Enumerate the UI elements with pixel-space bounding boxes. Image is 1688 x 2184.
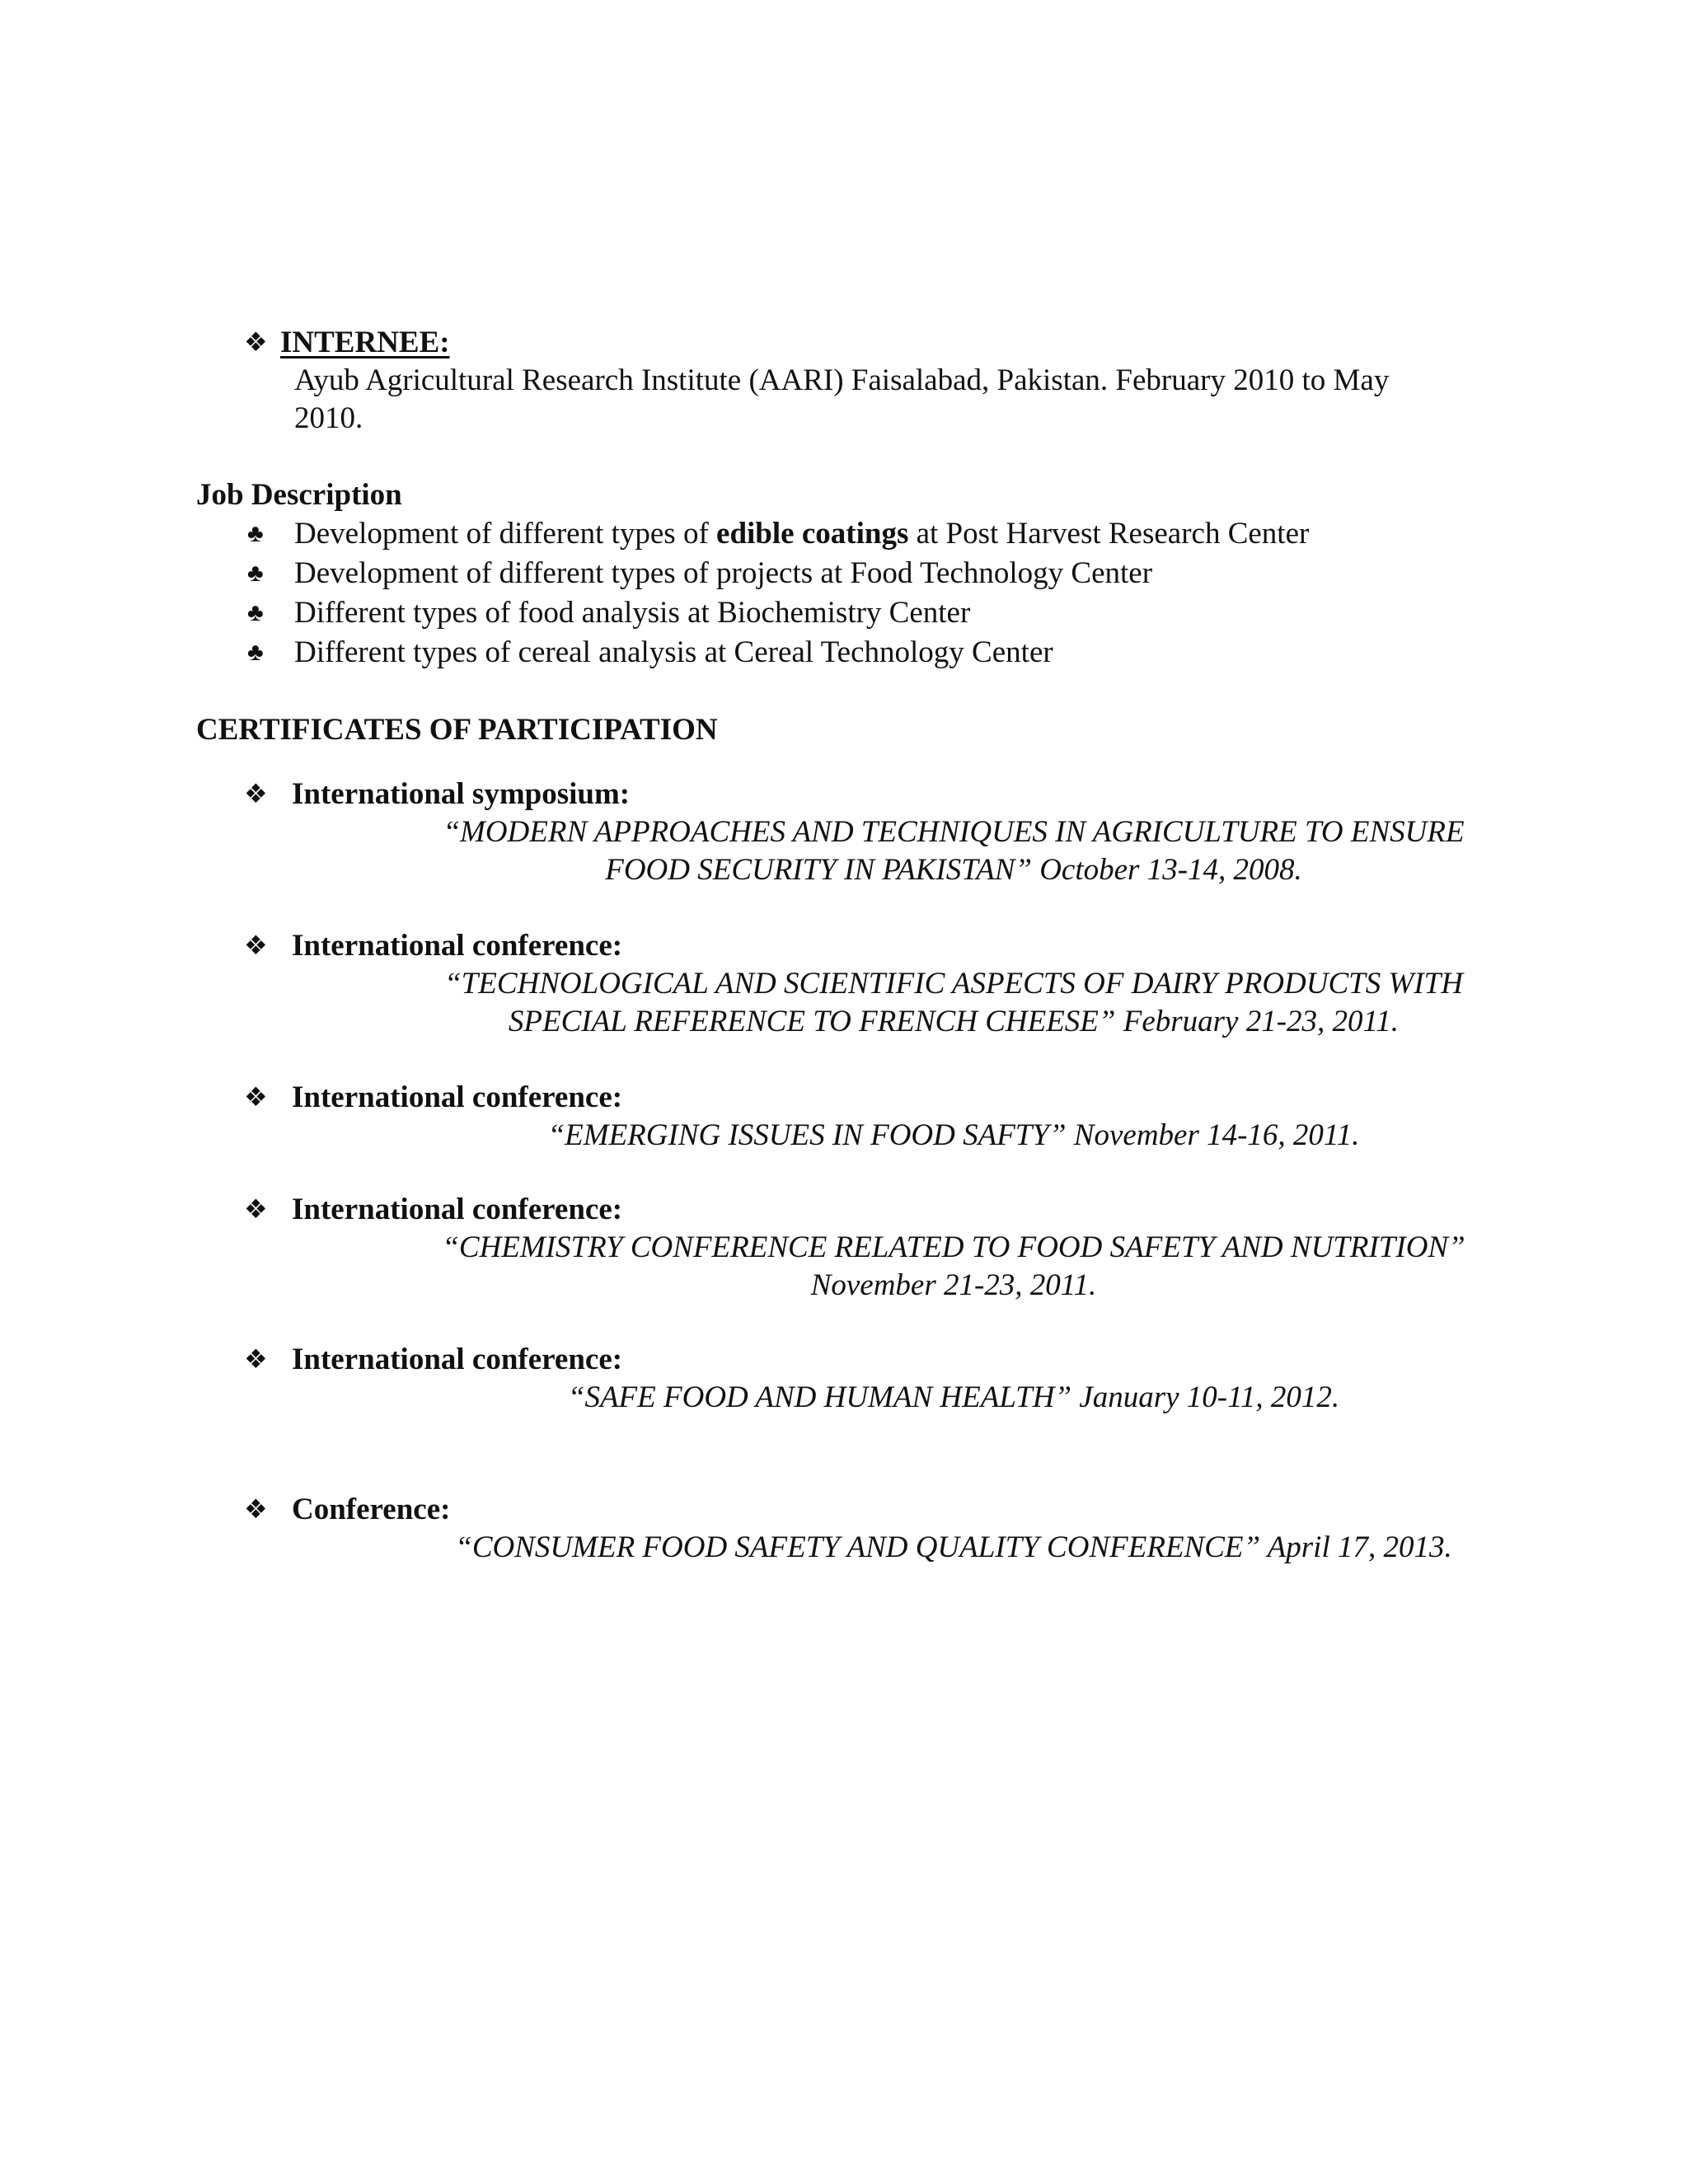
internee-heading: INTERNEE: bbox=[280, 326, 450, 359]
club-bullet-icon: ♣ bbox=[247, 520, 264, 547]
certificate-entry-1-label-row: ❖ International symposium: bbox=[244, 777, 631, 811]
certificate-entry-4-line-1: “CHEMISTRY CONFERENCE RELATED TO FOOD SAFETY AND NUTRITION” bbox=[442, 1230, 1465, 1264]
job-item-1-text: Development of different types of edible coatings at Post Harvest Research Center bbox=[294, 517, 1310, 551]
certificate-entry-4-line-2: November 21-23, 2011. bbox=[810, 1268, 1097, 1302]
certificate-entry-6-label-row: ❖ Conference: bbox=[244, 1493, 451, 1526]
certificate-entry-3-label-row: ❖ International conference: bbox=[244, 1080, 623, 1114]
certificate-entry-1-line-1: “MODERN APPROACHES AND TECHNIQUES IN AGRICULTURE TO ENSURE bbox=[443, 815, 1465, 849]
diamond-bullet-icon: ❖ bbox=[244, 1494, 268, 1524]
certificate-entry-2-line-1: “TECHNOLOGICAL AND SCIENTIFIC ASPECTS OF DAIRY PRODUCTS WITH bbox=[444, 967, 1463, 1001]
club-bullet-icon: ♣ bbox=[247, 639, 264, 666]
job-item-3 bbox=[247, 593, 264, 633]
diamond-bullet-icon: ❖ bbox=[244, 327, 268, 357]
certificate-entry-5-line-1: “SAFE FOOD AND HUMAN HEALTH” January 10-11, 2012. bbox=[567, 1380, 1340, 1414]
club-bullet-icon: ♣ bbox=[247, 560, 264, 587]
certificate-entry-4-label-row: ❖ International conference: bbox=[244, 1193, 623, 1226]
job-item-4-text: Different types of cereal analysis at Cereal Technology Center bbox=[294, 635, 1053, 669]
internee-line-1: Ayub Agricultural Research Institute (AARI) Faisalabad, Pakistan. February 2010 to May bbox=[294, 363, 1390, 397]
job-description-heading: Job Description bbox=[196, 478, 402, 512]
internee-heading-row bbox=[244, 323, 450, 363]
certificate-entry-5-label-row: ❖ International conference: bbox=[244, 1343, 623, 1376]
job-item-3-text: Different types of food analysis at Biochemistry Center bbox=[294, 596, 971, 630]
club-bullet-icon: ♣ bbox=[247, 599, 264, 626]
certificate-entry-2-label-row: ❖ International conference: bbox=[244, 929, 623, 963]
diamond-bullet-icon: ❖ bbox=[244, 779, 268, 808]
certificate-entry-6-line-1: “CONSUMER FOOD SAFETY AND QUALITY CONFERENCE” April 17, 2013. bbox=[455, 1530, 1452, 1564]
certificate-entry-3-line-1: “EMERGING ISSUES IN FOOD SAFTY” November 14-16, 2011. bbox=[547, 1118, 1360, 1152]
certificates-heading: CERTIFICATES OF PARTICIPATION bbox=[196, 713, 718, 747]
certificate-entry-1-line-2: FOOD SECURITY IN PAKISTAN” October 13-14, 2008. bbox=[605, 853, 1302, 887]
diamond-bullet-icon: ❖ bbox=[244, 930, 268, 960]
job-item-4 bbox=[247, 633, 264, 673]
internee-line-2: 2010. bbox=[294, 401, 363, 435]
diamond-bullet-icon: ❖ bbox=[244, 1082, 268, 1112]
job-item-1 bbox=[247, 514, 264, 554]
job-item-2 bbox=[247, 554, 264, 593]
diamond-bullet-icon: ❖ bbox=[244, 1194, 268, 1224]
diamond-bullet-icon: ❖ bbox=[244, 1344, 268, 1374]
certificate-entry-2-line-2: SPECIAL REFERENCE TO FRENCH CHEESE” February 21-23, 2011. bbox=[508, 1005, 1400, 1038]
job-item-2-text: Development of different types of projects at Food Technology Center bbox=[294, 556, 1153, 590]
